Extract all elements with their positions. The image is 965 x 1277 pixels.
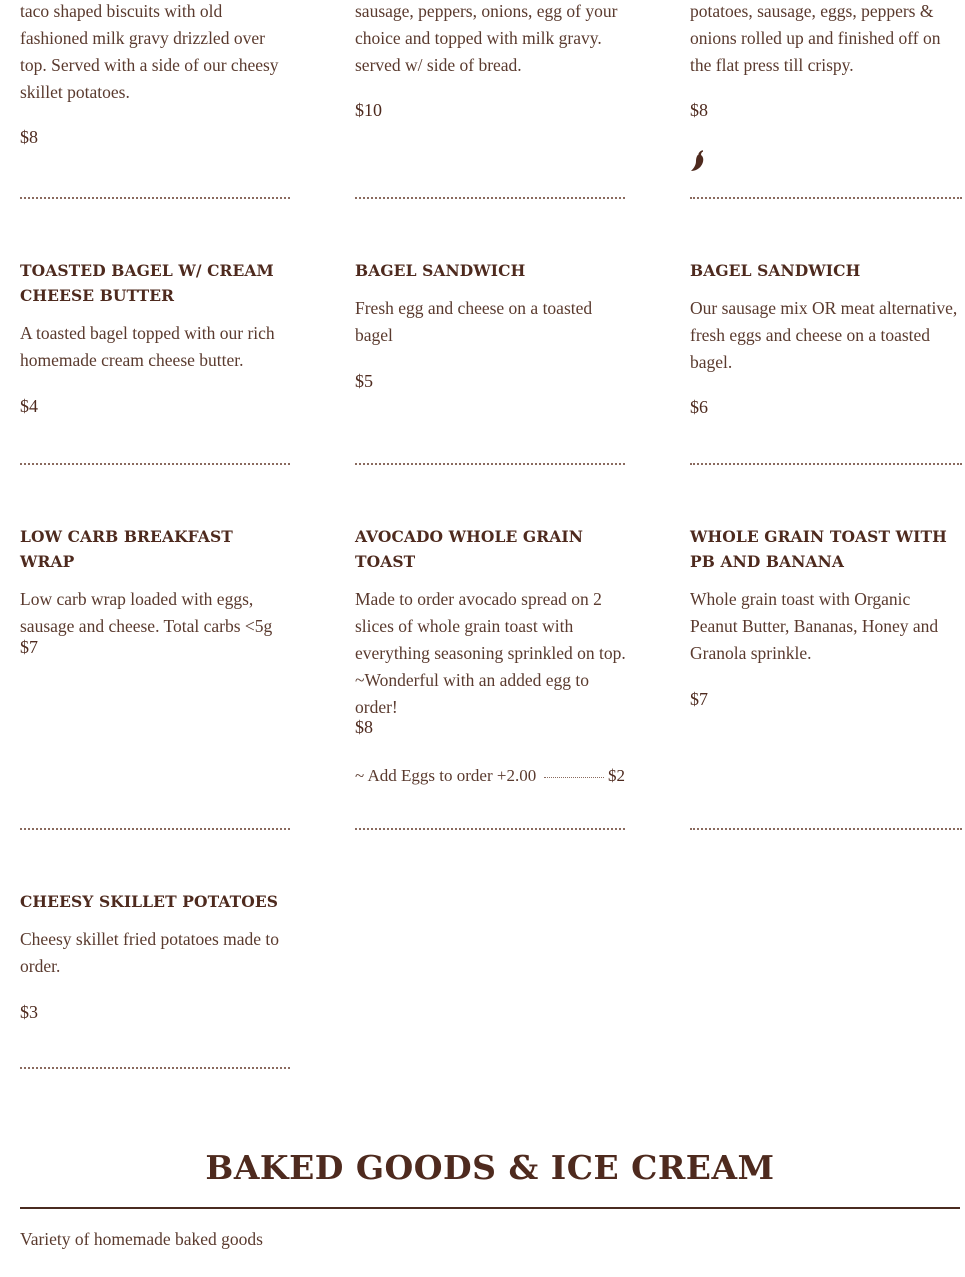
menu-item <box>690 524 962 667</box>
menu-item-description: Fresh egg and cheese on a toasted bagel <box>355 298 593 345</box>
menu-item-description: A toasted bagel topped with our rich homemade cream cheese butter. <box>20 323 275 370</box>
menu-item-title: BAGEL SANDWICH <box>355 261 526 280</box>
menu-item-price: $8 <box>690 100 708 120</box>
menu-item-price: $7 <box>690 689 708 709</box>
menu-item-title: CHEESY SKILLET POTATOES <box>20 892 279 911</box>
item-separator <box>690 197 962 199</box>
item-separator <box>690 828 962 830</box>
menu-item-price: $8 <box>20 127 38 147</box>
item-separator <box>20 197 290 199</box>
menu-item <box>355 524 627 721</box>
menu-item-description: Made to order avocado spread on 2 slices of whole grain toast with everything seasoning sprinkled on top. ~Wonderful with an added egg to order! <box>355 589 626 717</box>
menu-item-title: LOW CARB BREAKFAST WRAP <box>20 527 233 571</box>
add-on-label: ~ Add Eggs to order +2.00 <box>355 766 537 785</box>
item-separator <box>20 1067 290 1069</box>
item-separator <box>355 463 625 465</box>
item-separator <box>20 463 290 465</box>
menu-item-title: AVOCADO WHOLE GRAIN TOAST <box>355 527 583 571</box>
menu-item-description: Cheesy skillet fried potatoes made to order. <box>20 929 280 976</box>
section-divider <box>20 1207 960 1209</box>
menu-item <box>20 524 292 640</box>
menu-item <box>355 258 627 349</box>
menu-item-price: $6 <box>690 397 708 417</box>
price-leader-dots <box>544 777 604 778</box>
menu-item-title: WHOLE GRAIN TOAST WITH PB AND BANANA <box>690 527 947 571</box>
menu-item-title: BAGEL SANDWICH <box>690 261 861 280</box>
menu-item-description: potatoes, sausage, eggs, peppers & onions rolled up and finished off on the flat press till crispy. <box>690 1 941 75</box>
menu-item <box>355 0 627 79</box>
section-description: Variety of homemade baked goods <box>20 1229 263 1249</box>
menu-item-description: Whole grain toast with Organic Peanut Butter, Bananas, Honey and Granola sprinkle. <box>690 589 939 663</box>
item-separator <box>355 828 625 830</box>
menu-item <box>690 258 962 376</box>
menu-item-description: Our sausage mix OR meat alternative, fresh eggs and cheese on a toasted bagel. <box>690 298 958 372</box>
menu-item-description: sausage, peppers, onions, egg of your choice and topped with milk gravy. served w/ side of bread. <box>355 1 618 75</box>
menu-item <box>20 889 292 980</box>
menu-item-description: Low carb wrap loaded with eggs, sausage and cheese. Total carbs <5g <box>20 589 273 636</box>
menu-item-price: $10 <box>355 100 382 120</box>
menu-item-description: taco shaped biscuits with old fashioned milk gravy drizzled over top. Served with a side of our cheesy skillet potatoes. <box>20 1 279 102</box>
item-separator <box>20 828 290 830</box>
item-separator <box>355 197 625 199</box>
menu-item-price: $3 <box>20 1002 38 1022</box>
menu-item-price: $5 <box>355 371 373 391</box>
menu-item <box>20 258 292 374</box>
chili-pepper-icon <box>690 150 706 172</box>
menu-item-title: TOASTED BAGEL W/ CREAM CHEESE BUTTER <box>20 261 274 305</box>
item-separator <box>690 463 962 465</box>
menu-item <box>20 0 292 106</box>
add-on-option <box>355 766 625 792</box>
menu-item-price: $7 <box>20 637 38 657</box>
menu-item-price: $4 <box>20 396 38 416</box>
add-on-price: $2 <box>608 766 625 785</box>
menu-item-price: $8 <box>355 717 373 737</box>
section-title: BAKED GOODS & ICE CREAM <box>205 1148 775 1187</box>
menu-item <box>690 0 962 79</box>
